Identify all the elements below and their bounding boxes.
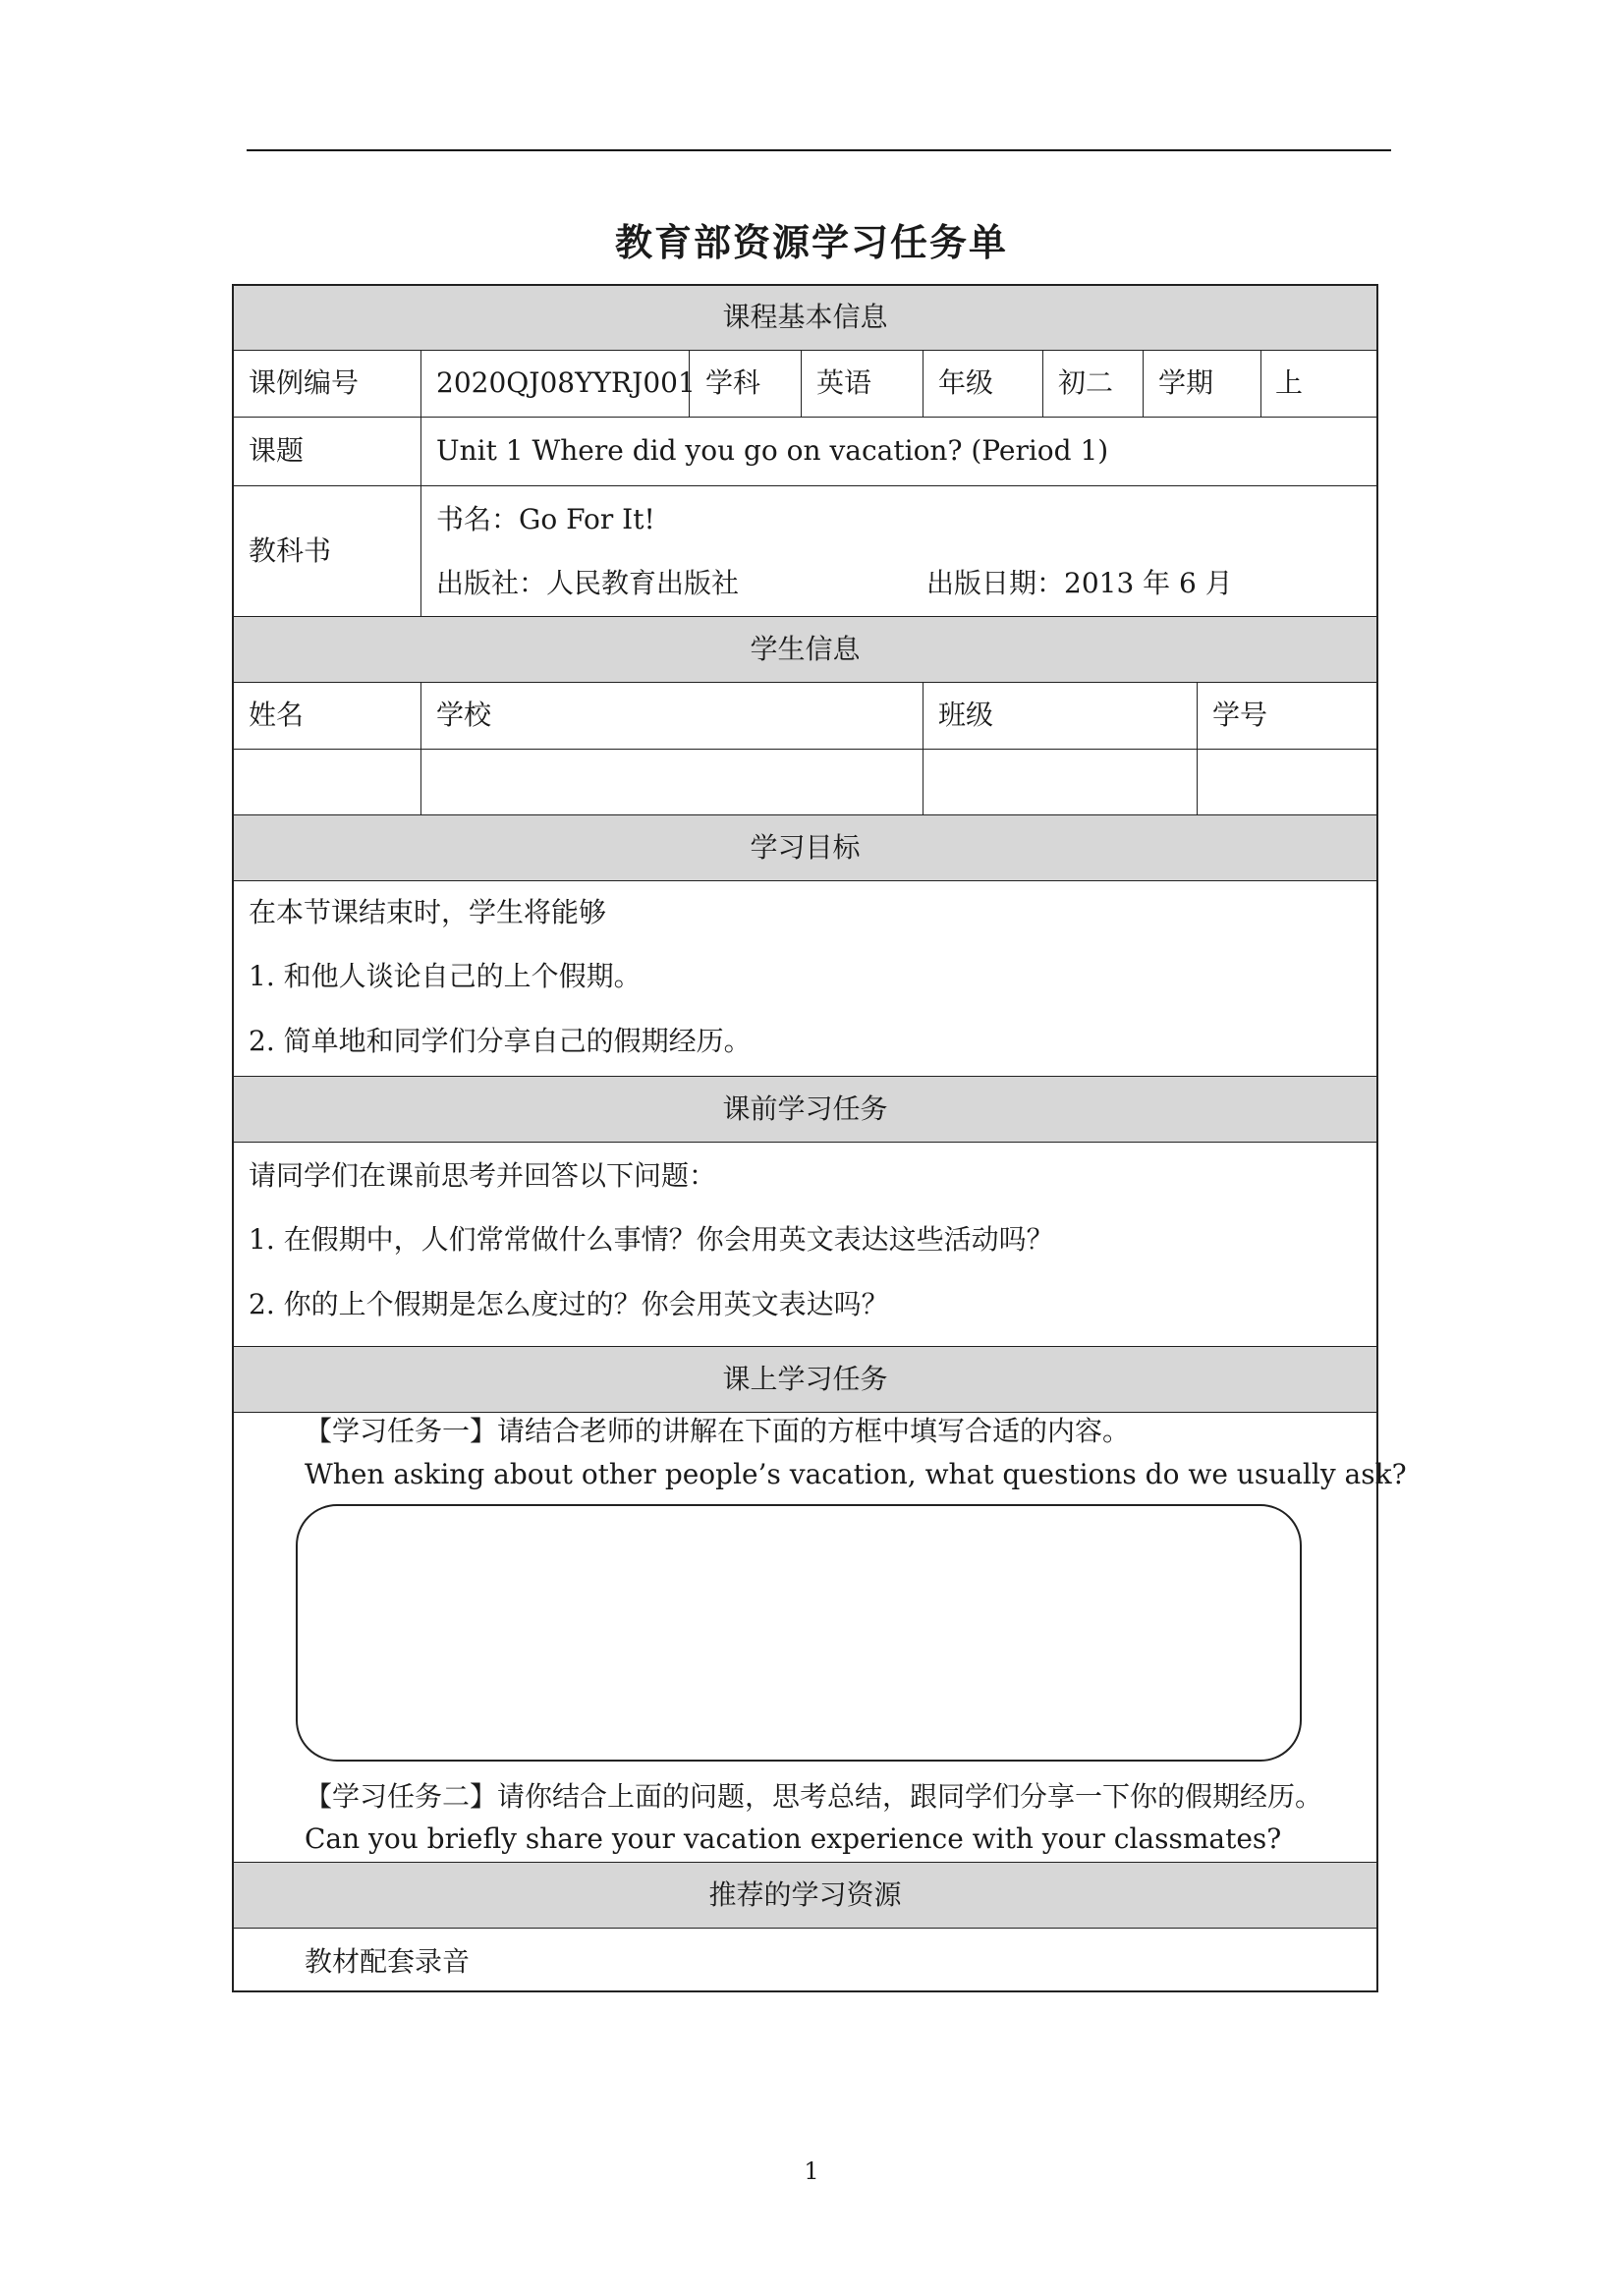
table-rule <box>1197 682 1198 814</box>
section-header-pre-class: 课前学习任务 <box>722 1092 888 1125</box>
goal-item: 2. 简单地和同学们分享自己的假期经历。 <box>249 1025 752 1057</box>
label-course-id: 课例编号 <box>249 366 360 399</box>
section-header-course-info: 课程基本信息 <box>722 301 888 333</box>
section-header-in-class: 课上学习任务 <box>722 1363 888 1395</box>
textbook-publish-date: 出版日期：2013 年 6 月 <box>926 567 1233 599</box>
document-title: 教育部资源学习任务单 <box>614 221 1008 264</box>
task2-instruction: 【学习任务二】请你结合上面的问题，思考总结，跟同学们分享一下你的假期经历。 <box>305 1780 1323 1813</box>
label-topic: 课题 <box>249 434 305 467</box>
table-rule <box>233 1076 1377 1077</box>
value-grade: 初二 <box>1058 366 1114 399</box>
pre-class-intro: 请同学们在课前思考并回答以下问题： <box>249 1159 717 1192</box>
section-header-resources: 推荐的学习资源 <box>708 1878 902 1911</box>
table-rule <box>233 814 1377 815</box>
table-rule <box>801 350 802 417</box>
table-rule <box>233 682 1377 683</box>
table-rule <box>233 417 1377 418</box>
task2-question: Can you briefly share your vacation experience with your classmates? <box>305 1822 1282 1855</box>
resource-item: 教材配套录音 <box>305 1945 471 1978</box>
pre-class-question: 2. 你的上个假期是怎么度过的？你会用英文表达吗？ <box>249 1288 889 1320</box>
table-rule <box>420 350 421 617</box>
table-rule <box>233 485 1377 486</box>
goal-item: 1. 和他人谈论自己的上个假期。 <box>249 960 642 992</box>
table-rule <box>233 350 1377 351</box>
section-header-goals: 学习目标 <box>750 831 861 864</box>
goal-intro: 在本节课结束时，学生将能够 <box>249 896 607 928</box>
table-rule <box>233 1142 1377 1143</box>
column-student-id: 学号 <box>1212 699 1268 731</box>
task1-question: When asking about other people’s vacation, what questions do we usually ask? <box>305 1458 1407 1490</box>
value-term: 上 <box>1275 366 1304 399</box>
table-rule <box>233 1346 1377 1347</box>
table-rule <box>233 1862 1377 1863</box>
value-course-id: 2020QJ08YYRJ001 <box>436 366 696 399</box>
table-rule <box>1042 350 1043 417</box>
table-rule <box>233 1928 1377 1929</box>
page-number: 1 <box>804 2157 819 2185</box>
label-textbook: 教科书 <box>249 534 332 567</box>
label-subject: 学科 <box>705 366 761 399</box>
textbook-name: 书名：Go For It! <box>436 503 655 535</box>
column-name: 姓名 <box>249 699 305 731</box>
textbook-publisher: 出版社：人民教育出版社 <box>436 567 740 599</box>
table-rule <box>1143 350 1144 417</box>
value-subject: 英语 <box>816 366 872 399</box>
value-topic: Unit 1 Where did you go on vacation? (Period 1) <box>436 434 1109 467</box>
table-rule <box>1260 350 1261 417</box>
top-rule <box>247 149 1391 151</box>
pre-class-question: 1. 在假期中，人们常常做什么事情？你会用英文表达这些活动吗？ <box>249 1223 1054 1256</box>
table-rule <box>233 1412 1377 1413</box>
column-class: 班级 <box>938 699 994 731</box>
table-rule <box>233 880 1377 881</box>
table-rule <box>233 749 1377 750</box>
label-term: 学期 <box>1158 366 1214 399</box>
answer-box[interactable] <box>296 1504 1302 1762</box>
table-rule <box>420 682 421 814</box>
table-rule <box>233 616 1377 617</box>
section-header-student-info: 学生信息 <box>750 633 861 665</box>
label-grade: 年级 <box>938 366 994 399</box>
column-school: 学校 <box>436 699 492 731</box>
task1-instruction: 【学习任务一】请结合老师的讲解在下面的方框中填写合适的内容。 <box>305 1415 1131 1447</box>
